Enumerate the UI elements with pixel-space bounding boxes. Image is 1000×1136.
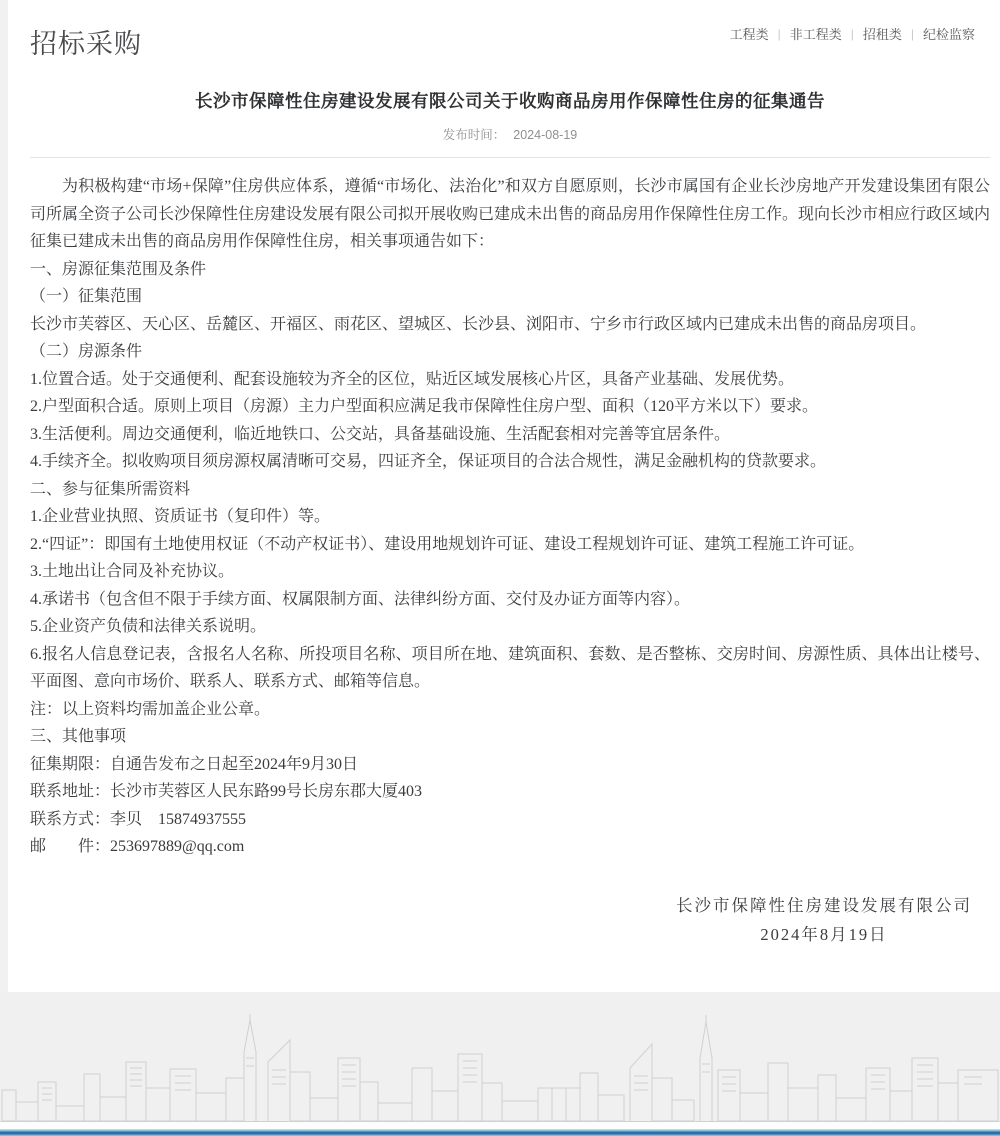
footer-white-strip	[0, 1122, 1000, 1129]
top-nav	[721, 24, 984, 43]
nav-link-1[interactable]: 非工程类	[789, 27, 842, 42]
paragraph: 邮 件：253697889@qq.com	[30, 838, 245, 855]
article-body	[30, 173, 990, 861]
paragraph: 一、房源征集范围及条件	[30, 260, 207, 278]
nav-separator: |	[850, 26, 854, 41]
paragraph: 2.“四证”：即国有土地使用权证（不动产权证书）、建设用地规划许可证、建设工程规划许可证、建筑工程施工许可证。	[30, 535, 865, 553]
signature-block	[30, 891, 972, 949]
publish-time-label: 发布时间：	[442, 128, 506, 142]
header-divider	[30, 157, 990, 158]
top-bar	[30, 0, 990, 72]
paragraph: 4.承诺书（包含但不限于手续方面、权属限制方面、法律纠纷方面、交付及办证方面等内容）。	[30, 590, 691, 608]
paragraph: 征集期限：自通告发布之日起至2024年9月30日	[30, 755, 359, 773]
site-title: 招标采购	[30, 29, 142, 59]
paragraph: 5.企业资产负债和法律关系说明。	[30, 618, 267, 635]
paragraph: 为积极构建“市场+保障”住房供应体系，遵循“市场化、法治化”和双方自愿原则，长沙市属国有企业长沙房地产开发建设集团有限公司所属全资子公司长沙保障性住房建设发展有限公司拟开展收购已建成未出售的商品房用作保障性住房工作。现向长沙市相应行政区域内征集已建成未出售的商品房用作保障性住房，相关事项通告如下：	[30, 178, 991, 250]
publish-time-value: 2024-08-19	[513, 128, 578, 142]
publish-time	[30, 125, 990, 143]
paragraph: 联系地址：长沙市芙蓉区人民东路99号长房东郡大厦403	[30, 783, 423, 800]
paragraph: （二）房源条件	[30, 343, 143, 360]
paragraph: 4.手续齐全。拟收购项目须房源权属清晰可交易，四证齐全，保证项目的合法合规性，满足金融机构的贷款要求。	[30, 453, 827, 470]
nav-separator: |	[777, 26, 781, 41]
nav-separator: |	[910, 26, 914, 41]
paragraph: 2.户型面积合适。原则上项目（房源）主力户型面积应满足我市保障性住房户型、面积（120平方米以下）要求。	[30, 398, 819, 415]
paragraph: 注：以上资料均需加盖企业公章。	[30, 700, 271, 718]
paragraph: 二、参与征集所需资料	[30, 480, 191, 498]
paragraph: 联系方式：李贝 15874937555	[30, 810, 247, 828]
signature-inner	[676, 891, 972, 949]
paragraph: 1.位置合适。处于交通便利、配套设施较为齐全的区位，贴近区域发展核心片区，具备产业基础、发展优势。	[30, 370, 795, 388]
paragraph: 6.报名人信息登记表，含报名人名称、所投项目名称、项目所在地、建筑面积、套数、是否整栋、交房时间、房源性质、具体出让楼号、平面图、意向市场价、联系人、联系方式、邮箱等信息。	[30, 645, 990, 690]
nav-link-0[interactable]: 工程类	[729, 27, 769, 42]
nav-link-3[interactable]: 纪检监察	[922, 27, 975, 42]
paragraph: 3.生活便利。周边交通便利，临近地铁口、公交站，具备基础设施、生活配套相对完善等宜居条件。	[30, 425, 731, 443]
page-footer	[0, 992, 1000, 1136]
paragraph: 长沙市芙蓉区、天心区、岳麓区、开福区、雨花区、望城区、长沙县、浏阳市、宁乡市行政区域内已建成未出售的商品房项目。	[30, 315, 927, 333]
nav-link-2[interactable]: 招租类	[862, 27, 902, 42]
article-head	[30, 88, 990, 143]
paragraph: （一）征集范围	[30, 288, 143, 305]
announcement-card	[8, 0, 1000, 992]
city-skyline-illustration	[0, 1014, 1000, 1122]
footer-accent-bar	[0, 1129, 1000, 1136]
paragraph: 1.企业营业执照、资质证书（复印件）等。	[30, 508, 331, 525]
signature-company: 长沙市保障性住房建设发展有限公司	[676, 895, 972, 915]
paragraph: 3.土地出让合同及补充协议。	[30, 563, 235, 580]
article-title: 长沙市保障性住房建设发展有限公司关于收购商品房用作保障性住房的征集通告	[195, 91, 825, 111]
signature-date: 2024年8月19日	[760, 924, 888, 944]
paragraph: 三、其他事项	[30, 728, 127, 745]
